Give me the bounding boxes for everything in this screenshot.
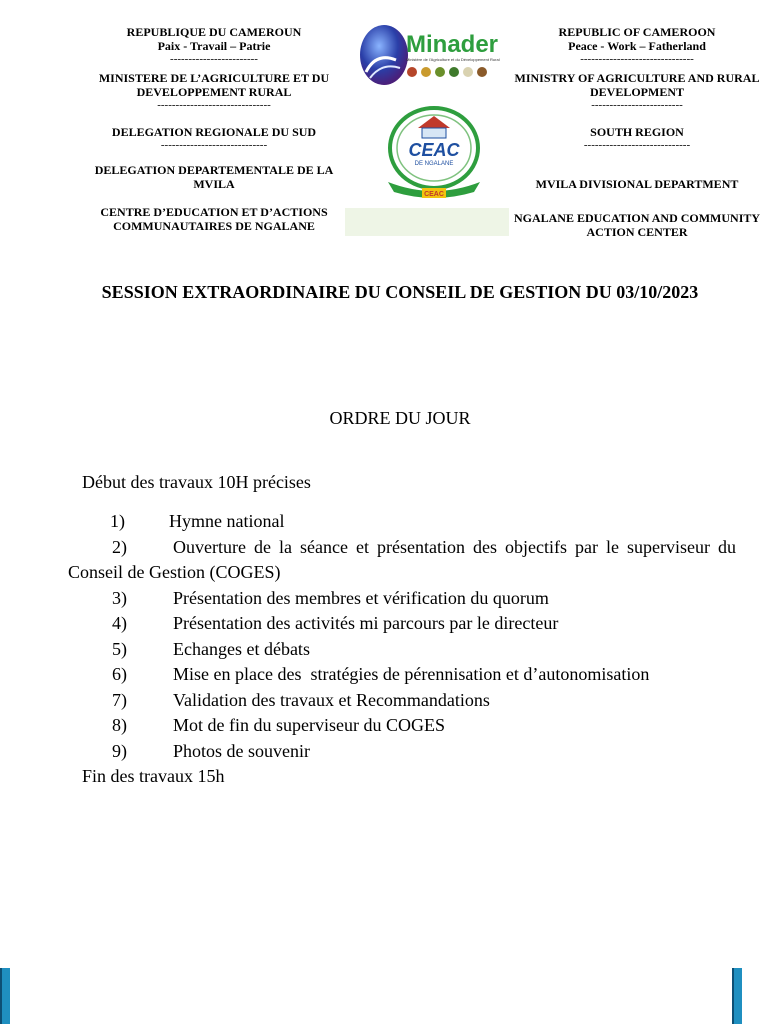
header-left-french bbox=[84, 25, 344, 233]
ministry-name-fr: MINISTERE DE L’AGRICULTURE ET DU DEVELOPPEMENT RURAL bbox=[98, 71, 330, 99]
department-name-fr: DELEGATION DEPARTEMENTALE DE LA MVILA bbox=[94, 163, 334, 191]
region-name-en: SOUTH REGION bbox=[590, 125, 684, 139]
page-edge-marker-left bbox=[0, 968, 10, 1024]
separator: ------------------------------- bbox=[580, 53, 694, 65]
start-time-line: Début des travaux 10H précises bbox=[82, 472, 311, 492]
item-number: 4) bbox=[112, 613, 127, 633]
list-item bbox=[68, 509, 736, 535]
list-item bbox=[68, 637, 736, 663]
item-text: Présentation des membres et vérification du quorum bbox=[173, 587, 549, 608]
separator: ------------------------- bbox=[591, 99, 683, 111]
separator: ------------------------ bbox=[170, 53, 258, 65]
center-name-fr: CENTRE D’EDUCATION ET D’ACTIONS COMMUNAUTAIRES DE NGALANE bbox=[100, 205, 328, 233]
item-text: Photos de souvenir bbox=[173, 740, 310, 761]
minader-logo bbox=[356, 22, 504, 88]
item-number: 7) bbox=[112, 689, 127, 710]
item-number: 2) bbox=[112, 536, 127, 557]
motto-fr: Paix - Travail – Patrie bbox=[157, 39, 271, 53]
ceac-badge: CEAC bbox=[424, 191, 444, 198]
item-number: 6) bbox=[112, 664, 127, 684]
document-title: SESSION EXTRAORDINAIRE DU CONSEIL DE GESTION DU 03/10/2023 bbox=[101, 282, 699, 302]
list-item bbox=[68, 713, 736, 739]
item-text: Mot de fin du superviseur du COGES bbox=[173, 715, 445, 735]
ceac-logo bbox=[384, 104, 484, 200]
item-text: Hymne national bbox=[169, 511, 285, 531]
ceac-subtitle: DE NGALANE bbox=[414, 161, 454, 167]
item-number: 9) bbox=[112, 740, 127, 761]
region-name-fr: DELEGATION REGIONALE DU SUD bbox=[111, 125, 317, 139]
page-edge-marker-right bbox=[732, 968, 742, 1024]
item-number: 1) bbox=[110, 511, 125, 531]
item-text: Présentation des activités mi parcours par le directeur bbox=[173, 613, 559, 633]
country-name-en: REPUBLIC OF CAMEROON bbox=[558, 25, 716, 39]
country-name-fr: REPUBLIQUE DU CAMEROUN bbox=[126, 25, 302, 39]
item-number: 3) bbox=[112, 587, 127, 608]
separator: ----------------------------- bbox=[583, 139, 691, 151]
list-item bbox=[68, 662, 736, 688]
agenda-list bbox=[68, 509, 736, 764]
list-item bbox=[68, 611, 736, 637]
minader-tagline: Ministère de l’Agriculture et du Développement Rural bbox=[406, 57, 500, 62]
center-name-en: NGALANE EDUCATION AND COMMUNITY ACTION CENTER bbox=[513, 211, 761, 239]
department-name-en: MVILA DIVISIONAL DEPARTMENT bbox=[535, 177, 739, 191]
header-right-english bbox=[512, 25, 762, 239]
agenda-heading: ORDRE DU JOUR bbox=[329, 408, 471, 428]
list-item bbox=[68, 688, 736, 714]
ceac-wordmark: CEAC bbox=[408, 140, 460, 160]
ministry-name-en: MINISTRY OF AGRICULTURE AND RURAL DEVELOPMENT bbox=[514, 71, 760, 99]
minader-wordmark: Minader bbox=[406, 31, 499, 58]
item-number: 8) bbox=[112, 715, 127, 735]
motto-en: Peace - Work – Fatherland bbox=[568, 39, 706, 53]
list-item bbox=[68, 535, 736, 586]
item-text: Validation des travaux et Recommandations bbox=[173, 689, 490, 710]
logo-underline-band bbox=[345, 208, 509, 236]
end-time-line: Fin des travaux 15h bbox=[82, 766, 225, 786]
list-item bbox=[68, 739, 736, 765]
separator: ------------------------------- bbox=[157, 99, 271, 111]
separator: ----------------------------- bbox=[160, 139, 268, 151]
list-item bbox=[68, 586, 736, 612]
item-text: Echanges et débats bbox=[173, 638, 310, 659]
item-text: Ouverture de la séance et présentation des objectifs par le superviseur du Conseil de Gestion (COGES) bbox=[68, 536, 736, 582]
item-text: Mise en place des stratégies de pérennisation et d’autonomisation bbox=[173, 664, 650, 684]
item-number: 5) bbox=[112, 638, 127, 659]
